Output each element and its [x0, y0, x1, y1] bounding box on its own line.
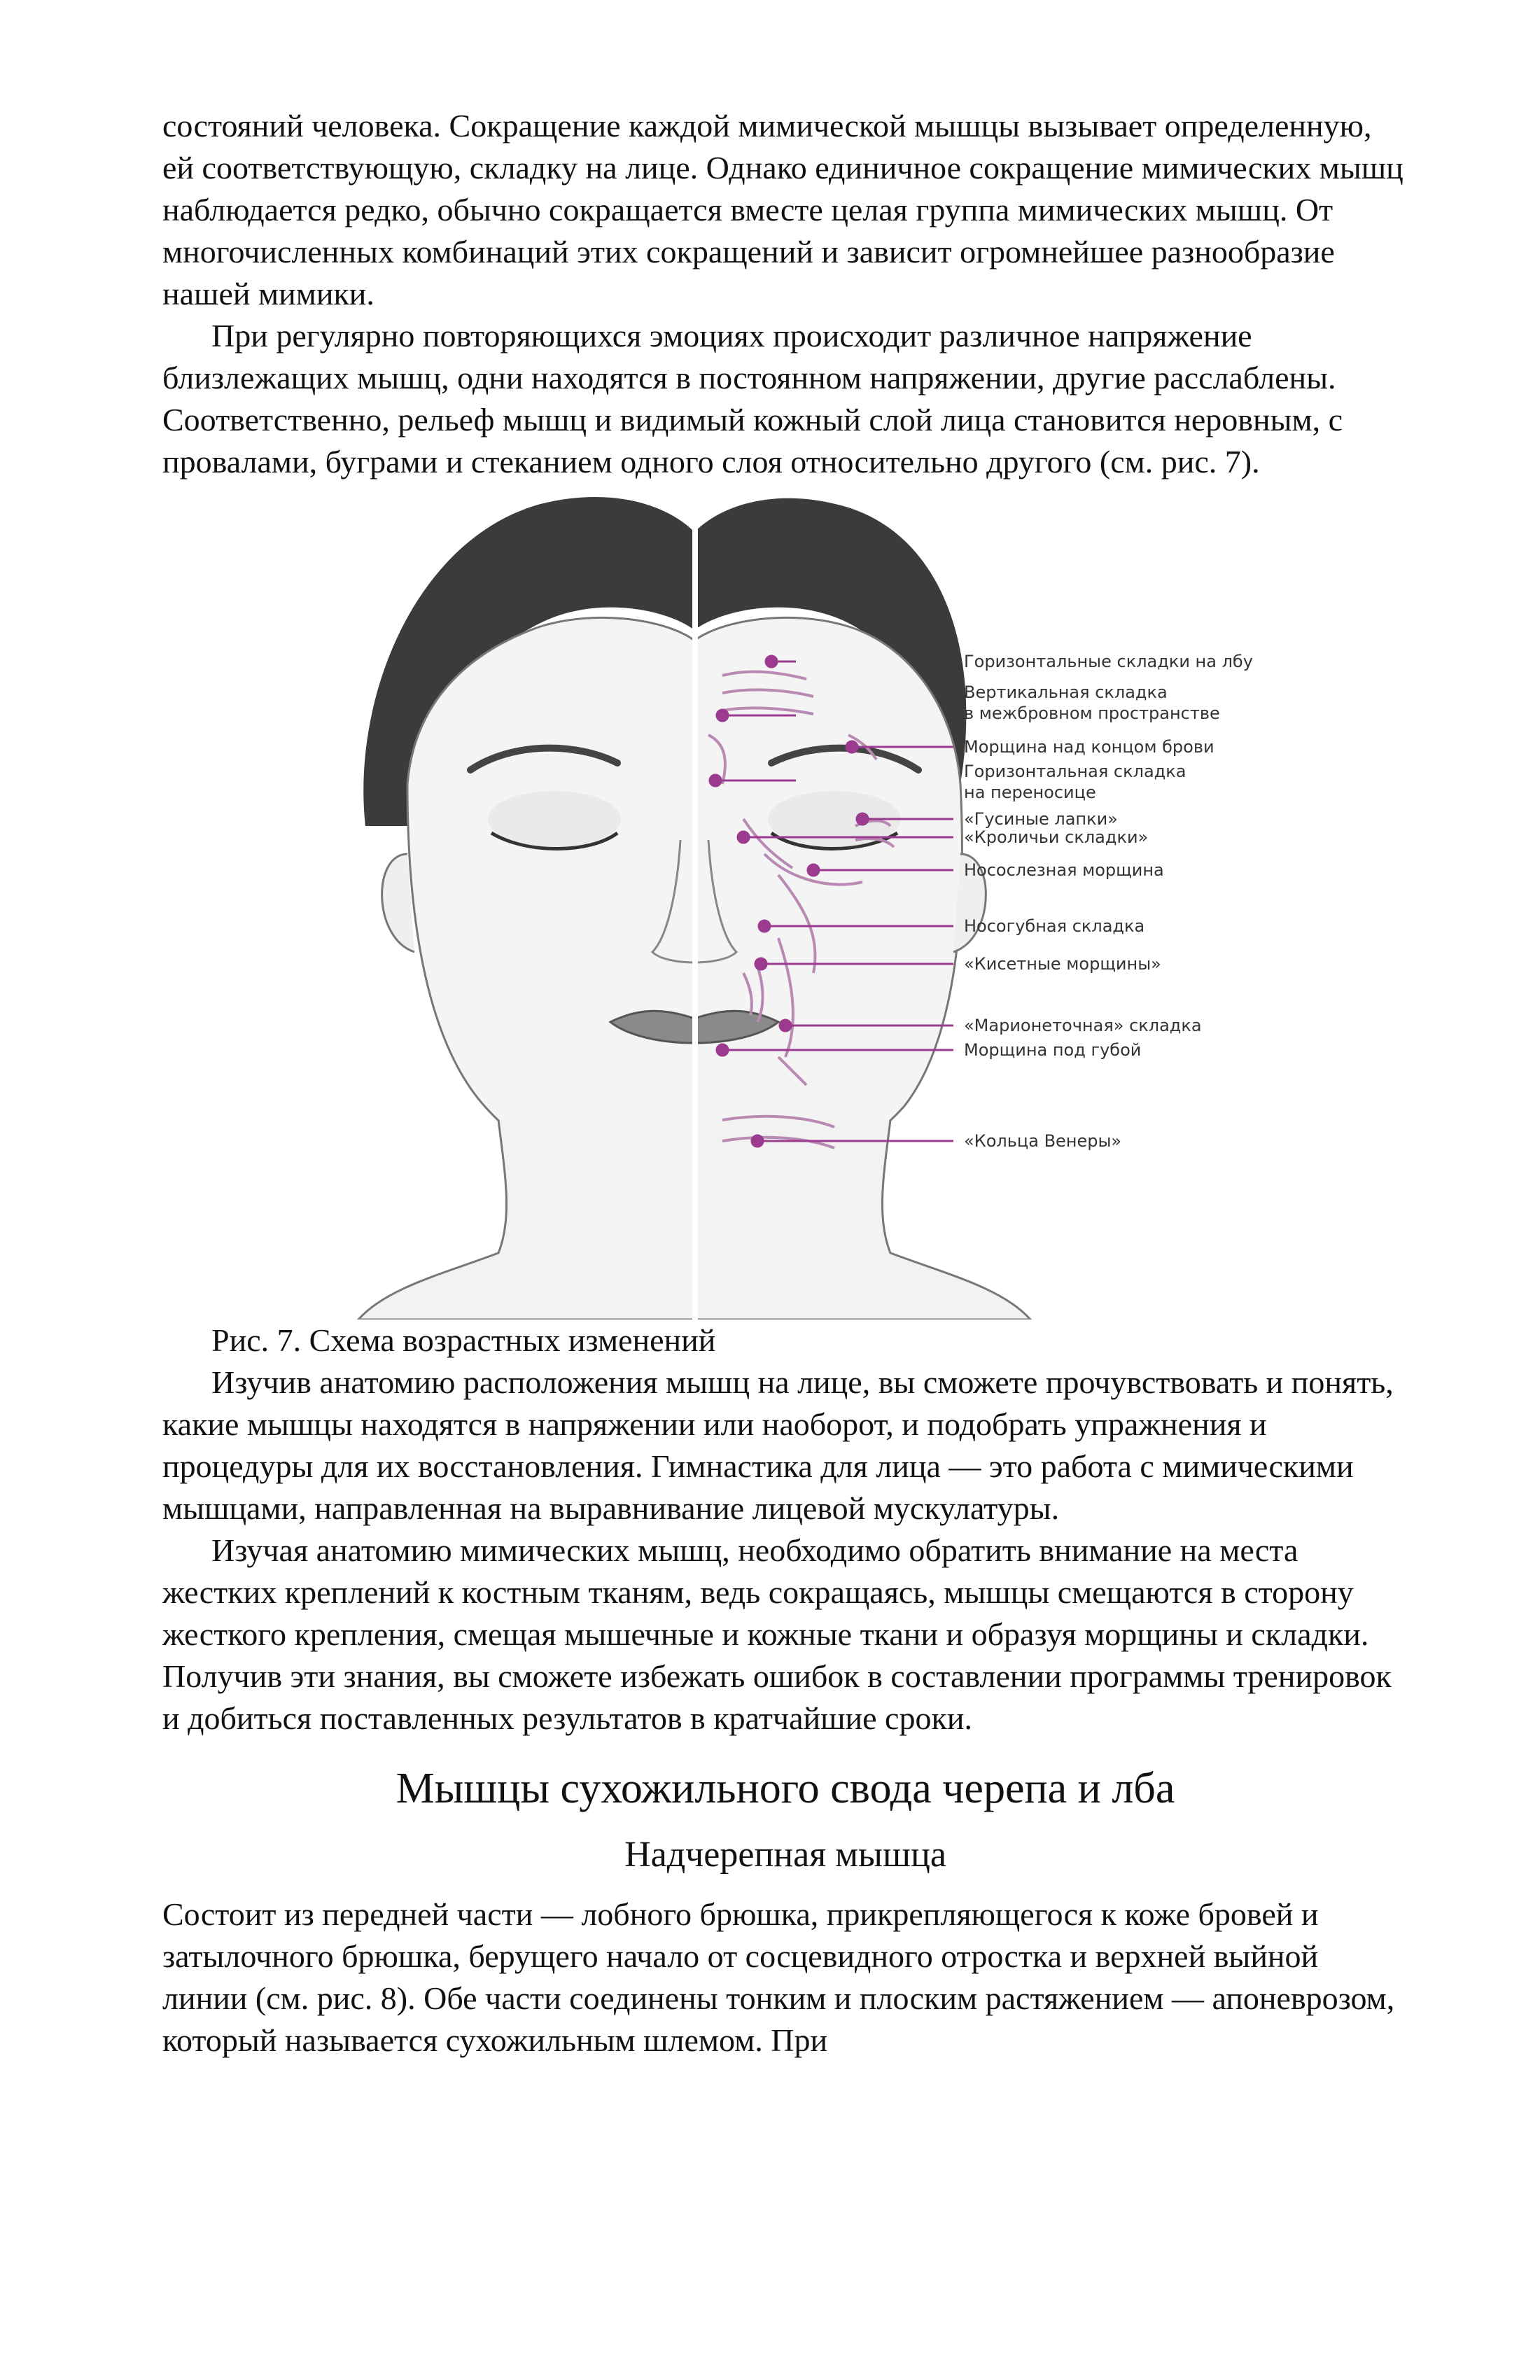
leader-dot-11: [717, 1044, 728, 1056]
label-forehead-lines: Горизонтальные складки на лбу: [964, 652, 1253, 671]
document-page: [162, 105, 1408, 2062]
body-paragraph-1: Изучив анатомию расположения мышц на лице, вы сможете прочувствовать и понять, какие мышцы находятся в напряжении или наоборот, и подобрать упражнения и процедуры для их восстановления. Гимнастика для лица — это работа с мимическими мышцами, направленная на выравнивание лицевой мускулатуры.: [162, 1364, 1394, 1526]
intro-paragraph-2: При регулярно повторяющихся эмоциях происходит различное напряжение близлежащих мышц, одни находятся в постоянном напряжении, другие расслаблены. Соответственно, рельеф мышц и видимый кожный слой лица становится неровным, с провалами, буграми и стеканием одного слоя относительно другого (см. рис. 7).: [162, 318, 1343, 479]
leader-dot-7: [808, 864, 819, 876]
label-venus-rings: «Кольца Венеры»: [964, 1131, 1122, 1151]
label-purse-string-lines: «Кисетные морщины»: [964, 954, 1161, 974]
leader-dot-5: [857, 813, 868, 825]
leader-dot-9: [755, 958, 766, 969]
face-aging-diagram: [162, 490, 1408, 1320]
intro-paragraph-1: состояний человека. Сокращение каждой мимической мышцы вызывает определенную, ей соответствующую, складку на лице. Однако единичное сокращение мимических мышц наблюдается редко, обычно сокращается вместе целая группа мимических мышц. От многочисленных комбинаций этих сокращений и зависит огромнейшее разнообразие нашей мимики.: [162, 108, 1404, 312]
subsection-title: Надчерепная мышца: [624, 1835, 946, 1875]
label-bunny-lines: «Кроличьи складки»: [964, 827, 1149, 847]
label-tear-trough: Носослезная морщина: [964, 860, 1164, 880]
final-paragraph: Состоит из передней части — лобного брюшка, прикрепляющегося к коже бровей и затылочного брюшка, берущего начало от сосцевидного отростка и верхней выйной линии (см. рис. 8). Обе части соединены тонким и плоским растяжением — апоневрозом, который называется сухожильным шлемом. При: [162, 1896, 1395, 2058]
body-paragraph-2: Изучая анатомию мимических мышц, необходимо обратить внимание на места жестких креплений к костным тканям, ведь сокращаясь, мышцы смещаются в сторону жесткого крепления, смещая мышечные и кожные ткани и образуя морщины и складки. Получив эти знания, вы сможете избежать ошибок в составлении программы тренировок и добиться поставленных результатов в кратчайшие сроки.: [162, 1532, 1392, 1736]
label-nasolabial-fold: Носогубная складка: [964, 916, 1145, 936]
label-crows-feet: «Гусиные лапки»: [964, 809, 1118, 829]
leader-dot-4: [710, 775, 721, 786]
section-title: Мышцы сухожильного свода черепа и лба: [396, 1765, 1175, 1812]
leader-dot-12: [752, 1135, 763, 1147]
leader-dot-3: [846, 741, 858, 752]
label-glabellar-line-1: Вертикальная складка: [964, 682, 1168, 702]
leader-dot-1: [766, 656, 777, 667]
label-glabellar-line-2: в межбровном пространстве: [964, 704, 1220, 723]
label-nose-bridge-fold-1: Горизонтальная складка: [964, 762, 1186, 781]
leader-dot-6: [738, 832, 749, 843]
figure-caption: Рис. 7. Схема возрастных изменений: [211, 1322, 716, 1358]
label-brow-end-wrinkle: Морщина над концом брови: [964, 737, 1214, 757]
leader-dot-8: [759, 920, 770, 932]
leader-dot-10: [780, 1020, 791, 1031]
label-marionette-fold: «Марионеточная» складка: [964, 1016, 1202, 1035]
diagram-labels: [162, 490, 1408, 1320]
label-under-lip-wrinkle: Морщина под губой: [964, 1040, 1142, 1060]
label-nose-bridge-fold-2: на переносице: [964, 783, 1096, 802]
leader-dot-2: [717, 710, 728, 721]
